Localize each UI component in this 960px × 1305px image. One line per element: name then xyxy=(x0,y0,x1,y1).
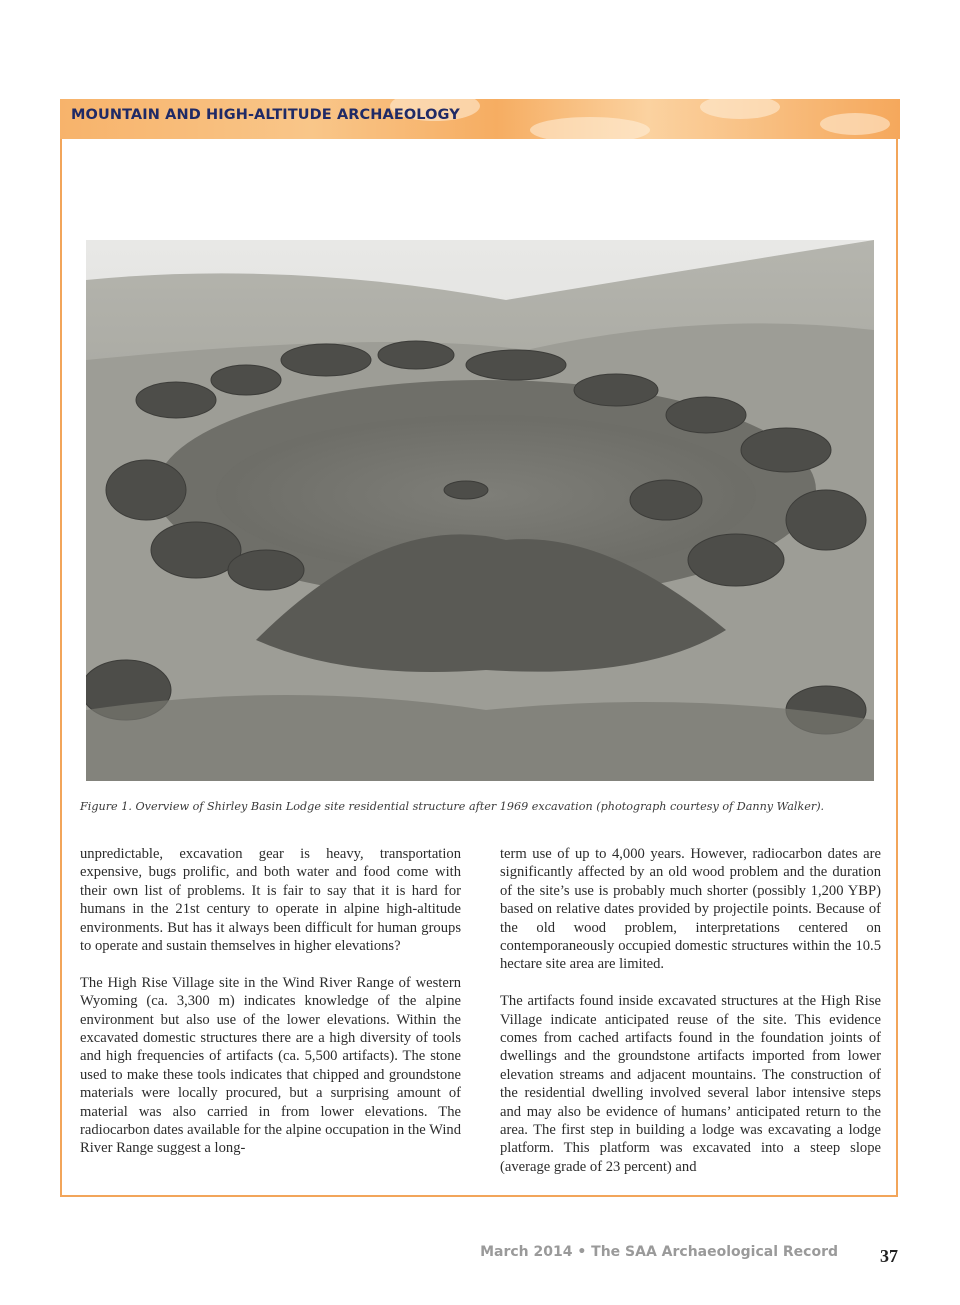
figure-caption: Figure 1. Overview of Shirley Basin Lodge site residential structure after 1969 excavation (photograph courtesy of Danny Walker). xyxy=(80,800,825,813)
paragraph: The artifacts found inside excavated structures at the High Rise Village indicate anticipated reuse of the site. This evidence comes from cached artifacts found in the foundation joints of dwellings and the groundstone artifacts imported from lower elevation streams and adjacent mountains. The construction of the residential dwelling involved several labor intensive steps and may also be evidence of humans’ anticipated return to the area. The first step in building a lodge was excavating a lodge platform. This platform was excavated into a steep slope (average grade of 23 percent) and xyxy=(500,993,881,1175)
body-column-right xyxy=(500,845,881,1195)
footer-publication: March 2014 • The SAA Archaeological Record xyxy=(480,1244,838,1260)
body-column-left xyxy=(80,845,461,1176)
figure-photo xyxy=(86,240,874,781)
section-title: MOUNTAIN AND HIGH-ALTITUDE ARCHAEOLOGY xyxy=(71,107,460,123)
paragraph: The High Rise Village site in the Wind River Range of western Wyoming (ca. 3,300 m) indicates knowledge of the alpine environment but also use of the lower elevations. Within the excavated domestic structures there are a high diversity of tools and high frequencies of artifacts (ca. 5,500 artifacts). The stone used to make these tools indicates that chipped and groundstone materials were locally procured, but a surprising amount of material was also carried in from lower elevations. The radiocarbon dates available for the alpine occupation in the Wind River Range suggest a long- xyxy=(80,974,461,1157)
paragraph: term use of up to 4,000 years. However, radiocarbon dates are significantly affected by an old wood problem and the duration of the site’s use is probably much shorter (possibly 1,200 YBP) based on relative dates provided by projectile points. Because of the old wood problem, interpretations centered on contemporaneously occupied domestic structures within the 10.5 hectare site area are limited. xyxy=(500,846,881,973)
section-banner xyxy=(60,99,900,139)
page-number: 37 xyxy=(880,1246,898,1266)
paragraph: unpredictable, excavation gear is heavy, transportation expensive, bugs prolific, and both water and food come with their own list of problems. It is fair to say that it is hard for humans in the 21st century to operate in alpine high-altitude environments. But has it always been difficult for human groups to operate and sustain themselves in higher elevations? xyxy=(80,846,461,955)
